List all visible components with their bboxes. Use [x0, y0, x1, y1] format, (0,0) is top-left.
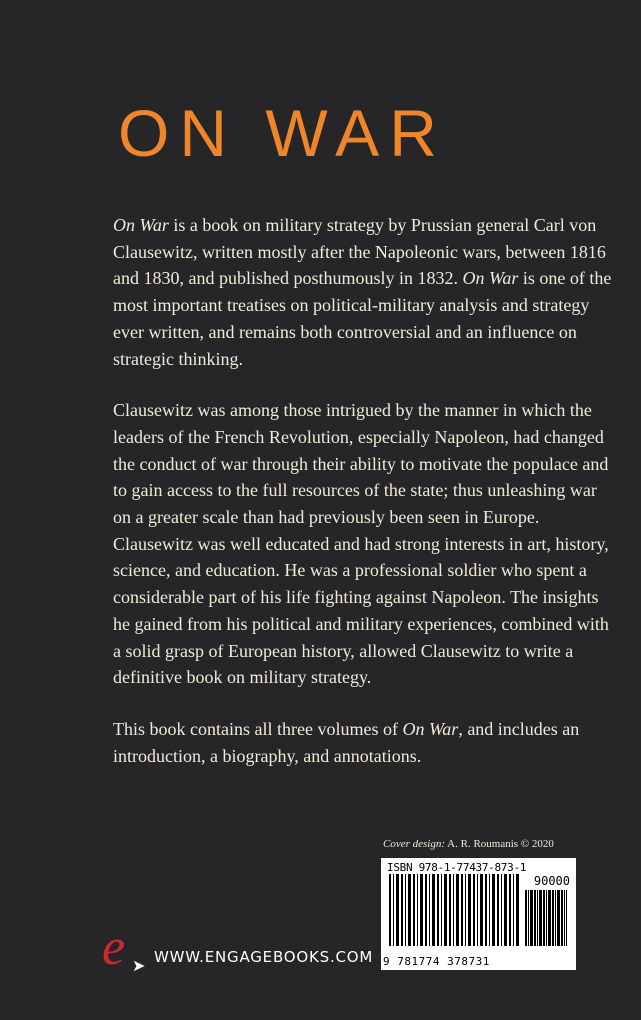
barcode-bar [539, 890, 542, 946]
barcode-bar [485, 874, 487, 946]
barcode-bar [564, 890, 565, 946]
italic-title: On War [462, 268, 519, 289]
barcode-bar [548, 890, 551, 946]
barcode-bar [432, 874, 435, 946]
barcode-bar [429, 874, 430, 946]
book-title: ON WAR [118, 96, 447, 170]
blurb-paragraph-1 [113, 212, 613, 372]
barcode-bar [456, 874, 459, 946]
barcode-bar [389, 874, 391, 946]
logo-letter: e [102, 919, 126, 976]
barcode-bar [552, 890, 554, 946]
price-code: 90000 [533, 874, 570, 888]
ean-bars [389, 874, 521, 946]
publisher-logo [102, 919, 158, 980]
addon-bars [525, 890, 567, 946]
barcode-bar [504, 874, 507, 946]
barcode-bar [420, 874, 423, 946]
barcode-bar [530, 890, 533, 946]
blurb-paragraph-3 [113, 716, 613, 769]
barcode-bar [393, 874, 394, 946]
barcode-bar [546, 890, 547, 946]
barcode-bar [566, 890, 567, 946]
blurb-paragraph-2: Clausewitz was among those intrigued by the manner in which the leaders of the French Revolution, especially Napoleon, had changed the conduct of war through their ability to motivate the populace and to gain access to the full resources of the state; thus unleashing war on a greater scale than had previously been seen in Europe. Clausewitz was well educated and had strong interests in art, history, science, and education. He was a professional soldier who spent a considerable part of his life fighting against Napoleon. The insights he gained from his political and military experiences, combined with a solid grasp of European history, allowed Clausewitz to write a definitive book on military strategy. [113, 400, 609, 688]
barcode-bar [509, 874, 511, 946]
publisher-website[interactable]: WWW.ENGAGEBOOKS.COM [154, 948, 374, 966]
barcode-bar [413, 874, 415, 946]
barcode-bar [468, 874, 471, 946]
barcode-bar [480, 874, 483, 946]
barcode-bar [477, 874, 478, 946]
barcode-bar [444, 874, 447, 946]
barcode-bar [401, 874, 403, 946]
barcode-bar [405, 874, 406, 946]
isbn-number: 9 781774 378731 [383, 955, 490, 968]
paragraph-text: This book contains all three volumes of [113, 718, 403, 739]
barcode-bar [465, 874, 466, 946]
barcode-bar [453, 874, 454, 946]
barcode-bar [525, 890, 527, 946]
isbn-label: ISBN 978-1-77437-873-1 [387, 861, 527, 874]
barcode-bar [396, 874, 399, 946]
barcode-bar [501, 874, 502, 946]
isbn-barcode [381, 858, 576, 970]
italic-title: On War [402, 718, 459, 739]
barcode-bar [441, 874, 442, 946]
arrow-icon: ➤ [132, 956, 146, 975]
paragraph-text: is one of the most important treatises on political-military analysis and strategy ever written, and remains both controversial and an influence on strategic thinking. [113, 268, 612, 369]
publisher-block [102, 919, 374, 980]
barcode-bar [437, 874, 439, 946]
credit-label: Cover design: [383, 838, 446, 850]
barcode-bar [473, 874, 475, 946]
barcode-bar [497, 874, 499, 946]
barcode-bar [449, 874, 451, 946]
barcode-bar [425, 874, 427, 946]
barcode-bar [534, 890, 536, 946]
paragraph-text: is a book on military strategy by Prussian general Carl von Clausewitz, written mostly after the Napoleonic wars, between 1816 and 1830, and published posthumously in 1832. [113, 215, 606, 289]
credit-value: A. R. Roumanis © 2020 [445, 838, 554, 850]
paragraph-text: , and includes an introduction, a biography, and annotations. [113, 718, 580, 766]
barcode-bar [408, 874, 411, 946]
barcode-bar [489, 874, 490, 946]
barcode-bar [557, 890, 560, 946]
cover-design-credit [383, 838, 623, 850]
barcode-bar [461, 874, 463, 946]
barcode-bar [528, 890, 529, 946]
italic-title: On War [113, 215, 169, 235]
barcode-bar [516, 874, 519, 946]
barcode-bar [555, 890, 556, 946]
barcode-bar [492, 874, 495, 946]
barcode-bar [537, 890, 538, 946]
blurb [113, 212, 613, 794]
barcode-bar [561, 890, 563, 946]
barcode-bar [543, 890, 545, 946]
barcode-bar [513, 874, 514, 946]
barcode-bar [417, 874, 418, 946]
